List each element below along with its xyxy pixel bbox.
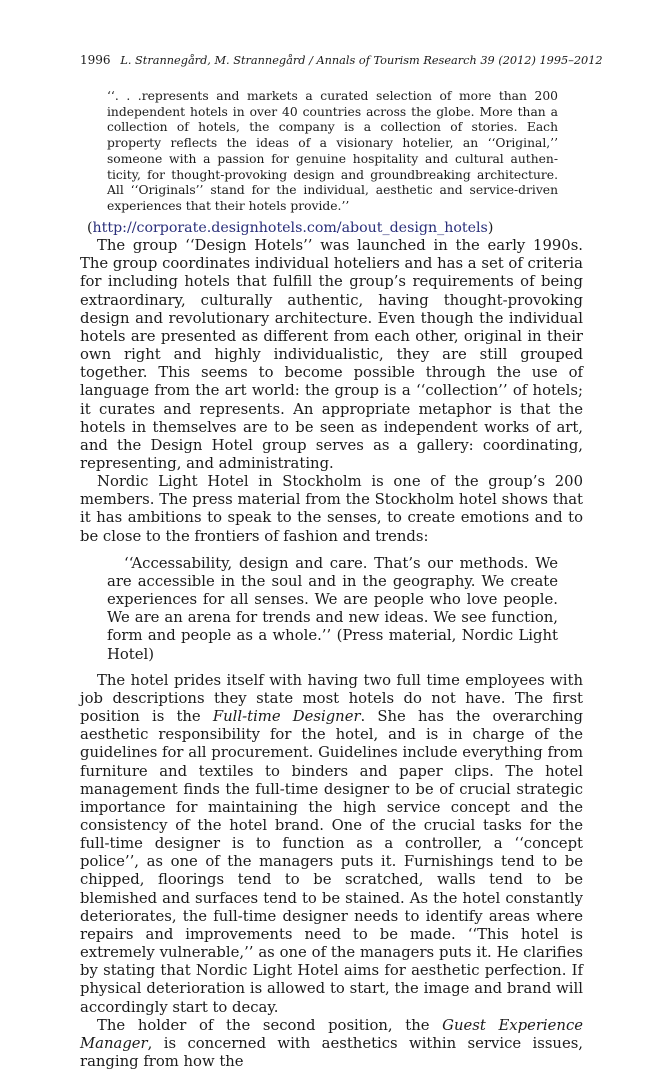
text-run: The hotel prides itself with having two full time employees with job descriptions they state most hotels do not have. The first position is the [80, 671, 583, 726]
emphasis-full-time-designer: Full-time Designer [212, 708, 361, 726]
source-paren-close: ) [487, 219, 494, 236]
paragraph-guest-experience-manager [80, 1017, 583, 1071]
source-link[interactable]: http://corporate.designhotels.com/about_design_hotels [92, 219, 488, 236]
body-text [80, 237, 583, 1071]
text-run: , is concerned with aesthetics within service issues, ranging from how the [80, 1034, 583, 1070]
paragraph-design-hotels-group: The group ‘‘Design Hotels’’ was launched in the early 1990s. The group coordinates individual hoteliers and has a set of criteria for including hotels that fulfill the group’s requirements of being extraordinary, culturally authentic, having thought-provoking design and revolutionary architecture. Even though the individual hotels are presented as different from each other, original in their own right and highly individualistic, they are still grouped together. This seems to become possible through the use of language from the art world: the group is a ‘‘collection’’ of hotels; it curates and represents. An appropriate metaphor is that the hotels in themselves are to be seen as independent works of art, and the Design Hotel group serves as a gallery: coordinating, representing, and administrating. [80, 237, 583, 472]
text-run: . She has the overarching aesthetic responsibility for the hotel, and is in charge of the guidelines for all procurement. Guidelines include everything from furniture and textiles to binders and paper clips. The hotel management finds the full-time designer to be of crucial strategic importance for maintaining the high service concept and the consistency of the hotel brand. One of the crucial tasks for the full-time designer is to function as a controller, a ‘‘concept police’’, as one of the managers puts it. Furnishings tend to be chipped, floorings tend to be scratched, walls tend to be blemished and surfaces tend to be stained. As the hotel constantly deteriorates, the full-time designer needs to identify areas where repairs and improvements need to be made. ‘‘This hotel is extremely vulnerable,’’ as one of the managers puts it. He clarifies by stating that Nordic Light Hotel aims for aesthetic perfection. If physical deterioration is allowed to start, the image and brand will accordingly start to decay. [80, 708, 583, 1016]
emphasis-guest-experience-manager: Guest Experience Manager [80, 1016, 583, 1052]
quote-text: ‘‘. . .represents and markets a curated selection of more than 200 independent hotels in over 40 countries across the globe. More than a collection of hotels, the company is a collection of stories. Each property reflects the ideas of a visionary hotelier, an ‘‘Original,’’ someone with a passion for genuine hospitality and cultural authenticity, for thought-provoking design and groundbreaking architecture. All ‘‘Originals’’ stand for the individual, aesthetic and service-driven experiences that their hotels provide.’’ [107, 89, 558, 213]
quote-source [87, 219, 583, 238]
page-number: 1996 [80, 53, 111, 67]
source-paren-open: ( [87, 219, 93, 236]
block-quote-design-hotels [107, 89, 558, 215]
paragraph-full-time-designer [80, 672, 583, 1017]
article-page [80, 52, 603, 1071]
block-quote-press-material [107, 555, 558, 664]
journal-citation: L. Strannegård, M. Strannegård / Annals of Tourism Research 39 (2012) 1995–2012 [120, 54, 603, 67]
paragraph-nordic-light: Nordic Light Hotel in Stockholm is one of the group’s 200 members. The press material from the Stockholm hotel shows that it has ambitions to speak to the senses, to create emotions and to be close to the frontiers of fashion and trends: [80, 473, 583, 545]
running-head [80, 52, 603, 69]
quote-text: ‘‘Accessability, design and care. That’s our methods. We are accessible in the soul and in the geography. We create experiences for all senses. We are people who love people. We are an arena for trends and new ideas. We see function, form and people as a whole.’’ (Press material, Nordic Light Hotel) [107, 554, 558, 663]
text-run: The holder of the second position, the [97, 1016, 443, 1034]
